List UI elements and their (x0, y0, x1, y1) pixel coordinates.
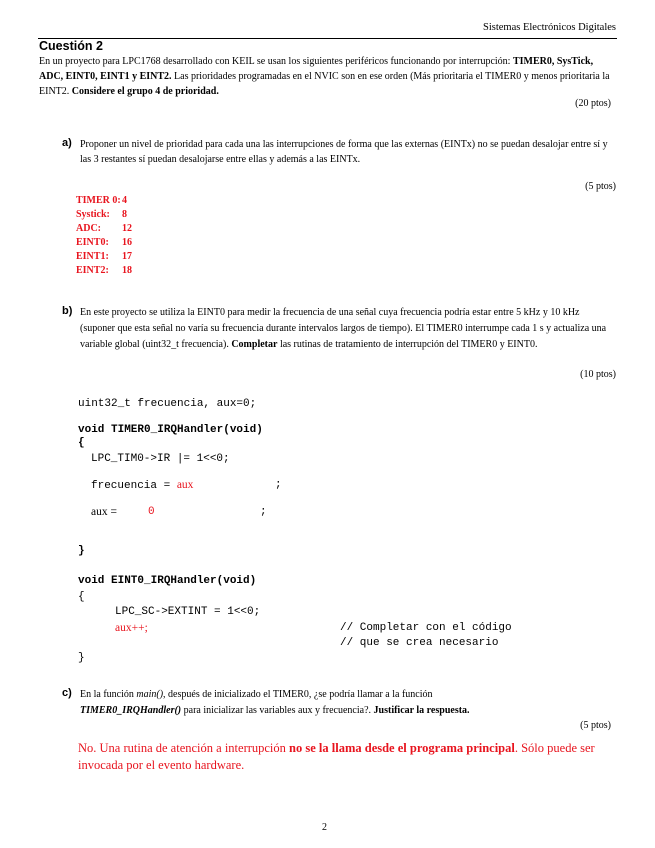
question-intro (39, 54, 619, 99)
section-b-text-2: las rutinas de tratamiento de interrupción del TIMER0 y EINT0. (277, 339, 538, 350)
section-b-text-1: En este proyecto se utiliza la EINT0 para medir la frecuencia de una señal cuya frecuencia podría estar entre 5 kHz y 10 kHz (suponer que esta señal no varía su frecuencia durante intervalos largos de tiempo). El TIMER0 interrumpe cada 1 s y actualiza una variable global (uint32_t frecuencia). (80, 307, 607, 350)
code-brace-open-1: { (78, 437, 85, 449)
section-a-label: a) (62, 137, 72, 149)
code-aux-increment: aux++; (115, 622, 148, 634)
timer0-handler-ref: TIMER0_IRQHandler() (80, 705, 182, 716)
page-number: 2 (322, 822, 327, 833)
aux-fill: 0 (148, 506, 155, 518)
answer-row-eint1: EINT1: 17 (76, 251, 132, 262)
answer-row-systick: Systick: 8 (76, 209, 127, 220)
code-semicolon-2: ; (260, 506, 267, 518)
section-a-points: (5 ptos) (585, 181, 616, 192)
section-c-points: (5 ptos) (580, 720, 611, 731)
code-semicolon-1: ; (275, 479, 282, 491)
answer-row-eint2: EINT2: 18 (76, 265, 132, 276)
header-rule (38, 38, 617, 39)
header-course: Sistemas Electrónicos Digitales (483, 22, 616, 33)
code-aux-line: aux = (91, 506, 117, 518)
section-c-text: En la función main(), después de inicializado el TIMER0, ¿se podría llamar a la función TIMER0_IRQHandler() para inicializar las variables aux y frecuencia?. Justificar la respuesta. (80, 689, 470, 716)
frecuencia-fill: aux (176, 479, 194, 491)
intro-peripherals: TIMER0, SysTick, ADC, EINT0, EINT1 y EINT2. (39, 56, 594, 82)
code-frecuencia-line: frecuencia = aux (91, 479, 194, 492)
question-points: (20 ptos) (575, 98, 611, 109)
code-brace-close-1: } (78, 545, 85, 557)
code-eint0-handler: void EINT0_IRQHandler(void) (78, 575, 257, 587)
question-title: Cuestión 2 (39, 39, 103, 53)
justify-instruction: Justificar la respuesta. (371, 705, 470, 716)
answer-row-eint0: EINT0: 16 (76, 237, 132, 248)
code-timer-ir-clear: LPC_TIM0->IR |= 1<<0; (91, 453, 230, 465)
section-b-complete: Completar (228, 339, 278, 350)
intro-priority-group: Considere el grupo 4 de prioridad. (69, 86, 219, 97)
answer-row-timer0: TIMER 0: 4 (76, 195, 127, 206)
priority-answers (76, 194, 132, 278)
section-c-answer: No. Una rutina de atención a interrupción no se la llama desde el programa principal. Sólo puede ser invocada por el evento hardware. (78, 741, 595, 772)
main-function-ref: main() (136, 689, 164, 700)
code-comment-2: // que se crea necesario (340, 637, 499, 649)
code-brace-open-2: { (78, 591, 85, 603)
code-declaration: uint32_t frecuencia, aux=0; (78, 398, 257, 410)
section-b-points: (10 ptos) (580, 369, 616, 380)
intro-text-1: En un proyecto para LPC1768 desarrollado con KEIL se usan los siguientes periféricos funcionando por interrupción: (39, 56, 511, 67)
code-timer0-handler: void TIMER0_IRQHandler(void) (78, 424, 263, 436)
code-comment-1: // Completar con el código (340, 622, 512, 634)
section-b-label: b) (62, 305, 73, 317)
section-b-text (80, 305, 615, 353)
code-brace-close-2: } (78, 652, 85, 664)
section-a-text: Proponer un nivel de prioridad para cada una las interrupciones de forma que las externas (EINTx) no se puedan desalojar entre sí y las 3 restantes sí puedan desalojarse entre ellas y además a las EINTx. (80, 139, 608, 165)
answer-emphasis: no se la llama desde el programa principal (289, 741, 515, 755)
section-c-label: c) (62, 687, 72, 699)
intro-text-3: Las prioridades programadas en el NVIC son en ese orden (Más prioritaria el TIMER0 y menos prioritaria la EINT2. (39, 71, 610, 97)
code-extint-clear: LPC_SC->EXTINT = 1<<0; (115, 606, 261, 618)
answer-row-adc: ADC: 12 (76, 223, 132, 234)
